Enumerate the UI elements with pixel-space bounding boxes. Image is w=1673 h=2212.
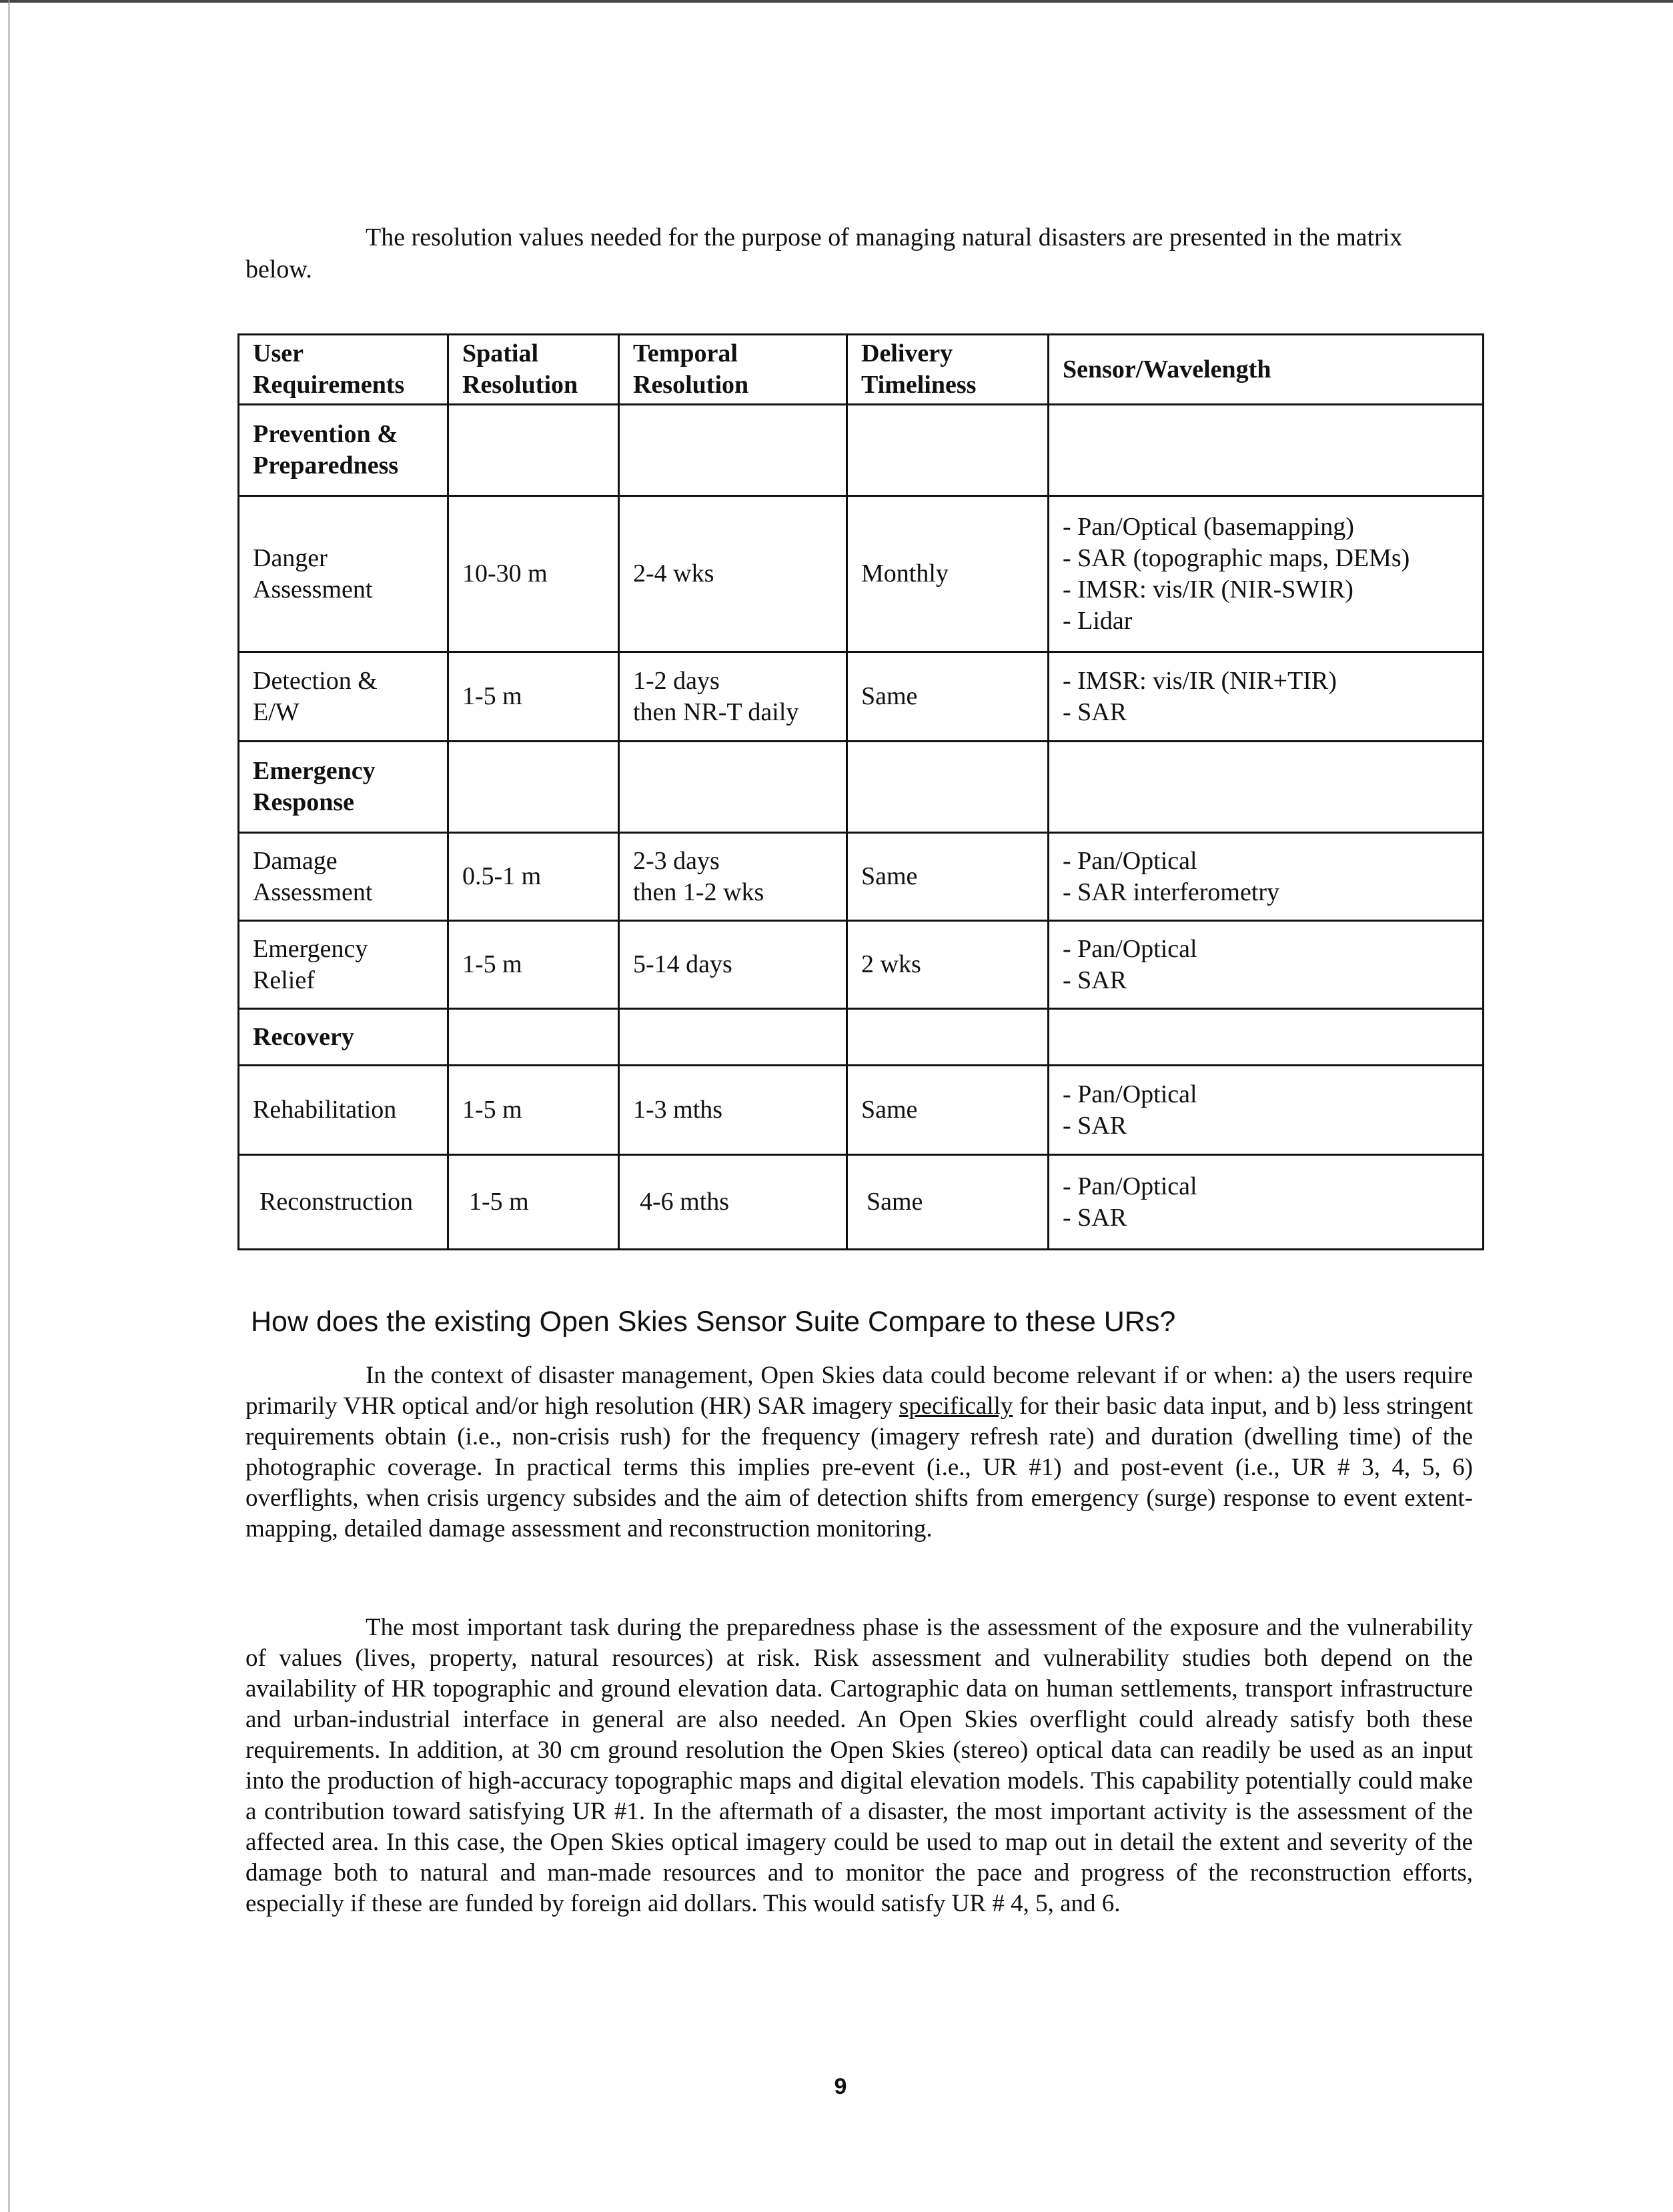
table-row-emergency-relief [239, 921, 1484, 1009]
cell-delivery: Same [847, 652, 1049, 742]
cell-spatial: 10-30 m [448, 496, 619, 652]
cell-requirement: Danger Assessment [239, 496, 448, 652]
underlined-word: specifically [899, 1392, 1013, 1420]
cell-temporal: 2-4 wks [619, 496, 847, 652]
cell-requirement: Reconstruction [239, 1155, 448, 1250]
cell-sensor: - Pan/Optical - SAR interferometry [1049, 833, 1484, 921]
paragraph-disaster-context: In the context of disaster management, Open Skies data could become relevant if or when: a) the users require primarily VHR optical and/or high resolution (HR) SAR imagery specifically for their basic data input, and b) less stringent requirements obtain (i.e., non-crisis rush) for the frequency (imagery refresh rate) and duration (dwelling time) of the photographic coverage. In practical terms this implies pre-event (i.e., UR #1) and post-event (i.e., UR # 3, 4, 5, 6) overflights, when crisis urgency subsides and the aim of detection shifts from emergency (surge) response to event extent-mapping, detailed damage assessment and reconstruction monitoring. [245, 1362, 1473, 1542]
phase-row-prevention [239, 405, 1484, 496]
cell-sensor: - Pan/Optical (basemapping) - SAR (topographic maps, DEMs) - IMSR: vis/IR (NIR-SWIR) - Lidar [1049, 496, 1484, 652]
cell-delivery: Same [847, 833, 1049, 921]
cell-temporal: 4-6 mths [619, 1155, 847, 1250]
cell-sensor: - Pan/Optical - SAR [1049, 1155, 1484, 1250]
cell-temporal: 5-14 days [619, 921, 847, 1009]
resolution-matrix [237, 333, 1484, 1250]
header-user-requirements: User Requirements [239, 335, 448, 405]
header-spatial-resolution: Spatial Resolution [448, 335, 619, 405]
header-temporal-resolution: Temporal Resolution [619, 335, 847, 405]
phase-label: Emergency Response [239, 742, 448, 833]
scan-edge-top [0, 0, 1673, 3]
cell-requirement: Detection & E/W [239, 652, 448, 742]
paragraph-preparedness: The most important task during the preparedness phase is the assessment of the exposure and the vulnerability of values (lives, property, natural resources) at risk. Risk assessment and vulnerability studies both depend on the availability of HR topographic and ground elevation data. Cartographic data on human settlements, transport infrastructure and urban-industrial interface in general are also needed. An Open Skies overflight could already satisfy both these requirements. In addition, at 30 cm ground resolution the Open Skies (stereo) optical data can readily be used as an input into the production of high-accuracy topographic maps and digital elevation models. This capability potentially could make a contribution toward satisfying UR #1. In the aftermath of a disaster, the most important activity is the assessment of the affected area. In this case, the Open Skies optical imagery could be used to map out in detail the extent and severity of the damage both to natural and man-made resources and to monitor the pace and progress of the reconstruction efforts, especially if these are funded by foreign aid dollars. This would satisfy UR # 4, 5, and 6. [245, 1614, 1473, 1917]
intro-paragraph: The resolution values needed for the purpose of managing natural disasters are presented in the matrix below. [245, 223, 1403, 283]
table-row-damage-assessment [239, 833, 1484, 921]
cell-delivery: Same [847, 1155, 1049, 1250]
cell-sensor: - Pan/Optical - SAR [1049, 921, 1484, 1009]
cell-spatial: 1-5 m [448, 921, 619, 1009]
page-number: 9 [834, 2074, 847, 2099]
table-row-reconstruction [239, 1155, 1484, 1250]
cell-sensor: - Pan/Optical - SAR [1049, 1066, 1484, 1155]
phase-row-emergency [239, 742, 1484, 833]
header-sensor-wavelength: Sensor/Wavelength [1049, 335, 1484, 405]
phase-label: Recovery [239, 1009, 448, 1066]
cell-temporal: 2-3 days then 1-2 wks [619, 833, 847, 921]
cell-spatial: 1-5 m [448, 1066, 619, 1155]
cell-spatial: 1-5 m [448, 1155, 619, 1250]
cell-spatial: 0.5-1 m [448, 833, 619, 921]
cell-temporal: 1-2 days then NR-T daily [619, 652, 847, 742]
phase-label: Prevention & Preparedness [239, 405, 448, 496]
phase-row-recovery [239, 1009, 1484, 1066]
cell-requirement: Rehabilitation [239, 1066, 448, 1155]
section-heading: How does the existing Open Skies Sensor Suite Compare to these URs? [251, 1306, 1176, 1338]
table-row-detection [239, 652, 1484, 742]
cell-sensor: - IMSR: vis/IR (NIR+TIR) - SAR [1049, 652, 1484, 742]
scan-edge-left [8, 0, 10, 2212]
cell-delivery: Same [847, 1066, 1049, 1155]
cell-delivery: 2 wks [847, 921, 1049, 1009]
cell-temporal: 1-3 mths [619, 1066, 847, 1155]
cell-requirement: Damage Assessment [239, 833, 448, 921]
cell-requirement: Emergency Relief [239, 921, 448, 1009]
cell-delivery: Monthly [847, 496, 1049, 652]
table-header-row [239, 335, 1484, 405]
table-row-danger-assessment [239, 496, 1484, 652]
table-row-rehabilitation [239, 1066, 1484, 1155]
header-delivery-timeliness: Delivery Timeliness [847, 335, 1049, 405]
cell-spatial: 1-5 m [448, 652, 619, 742]
